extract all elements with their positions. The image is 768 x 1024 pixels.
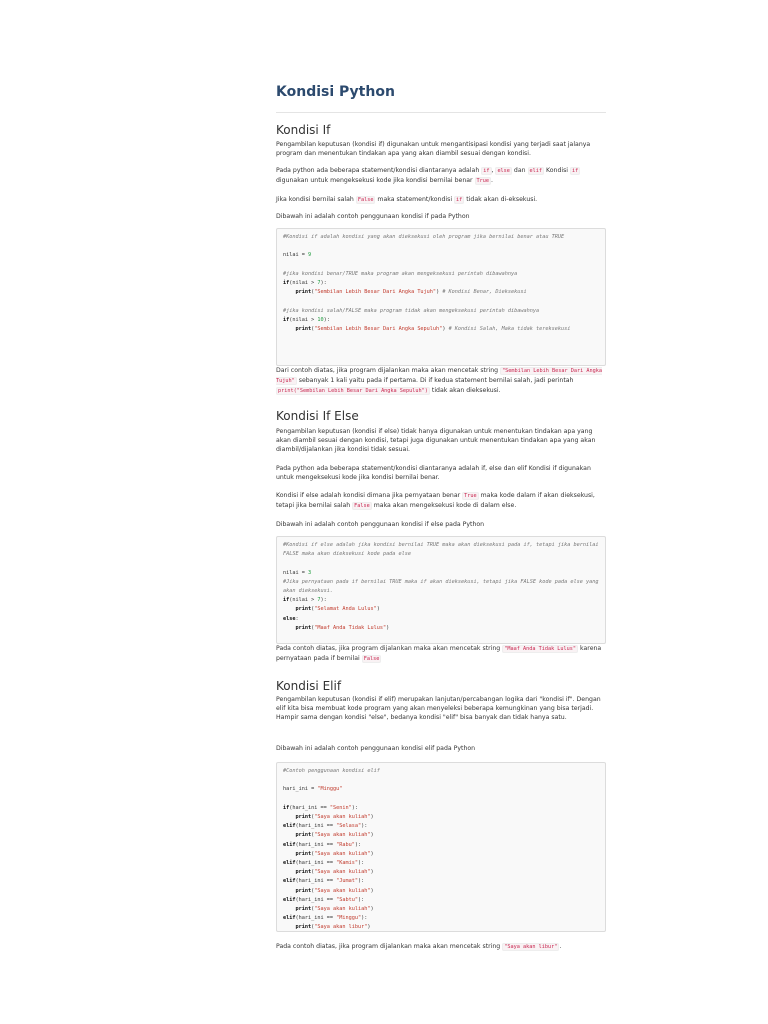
- inline-code: "Saya akan libur": [504, 944, 558, 950]
- ifelse-after-paragraph: Pada contoh diatas, jika program dijalankan maka akan mencetak string "Maaf Anda Tidak Lulus" karena pernyataan pada if bernilai False: [276, 645, 602, 662]
- code-line-condition: elif(hari_ini == "Rabu"):: [283, 841, 362, 848]
- elif-paragraph-2: Dibawah ini adalah contoh penggunaan kondisi elif pada Python: [276, 745, 476, 752]
- section-heading-ifelse: Kondisi If Else: [276, 409, 359, 423]
- code-line-print: print("Saya akan libur"): [283, 924, 371, 931]
- code-line-condition: elif(hari_ini == "Kamis"):: [283, 860, 365, 867]
- code-line-print: print("Saya akan kuliah"): [283, 832, 374, 839]
- code-block-elif: #Contoh penggunaan kondisi elif hari_ini = "Minggu" if(hari_ini == "Senin"): print("Saya akan kuliah") elif(hari_ini == "Selasa"): print("Saya akan kuliah") elif(hari_ini == "Rabu"): print("Saya akan kuliah") elif(hari_ini == "Kamis"): print("Saya akan kuliah") elif(hari_ini == "Jumat"): print("Saya akan kuliah") elif(hari_ini == "Sabtu"): print("Saya akan kuliah") elif(hari_ini == "Minggu"): print("Saya akan libur"): [276, 762, 606, 932]
- code-line-condition: elif(hari_ini == "Sabtu"):: [283, 896, 365, 903]
- code-line-condition: elif(hari_ini == "Jumat"):: [283, 878, 365, 885]
- code-line-condition: elif(hari_ini == "Selasa"):: [283, 823, 368, 830]
- inline-code: "Sembilan Lebih Besar Dari Angka Tujuh": [276, 368, 603, 384]
- page-title: Kondisi Python: [276, 84, 395, 100]
- if-paragraph-4: Dibawah ini adalah contoh penggunaan kondisi if pada Python: [276, 213, 470, 220]
- ifelse-paragraph-2: Pada python ada beberapa statement/kondisi diantaranya adalah if, else dan elif Kondisi if digunakan untuk mengeksekusi kode jika kondisi bernilai benar.: [276, 465, 591, 481]
- code-block-if: #Kondisi if adalah kondisi yang akan dieksekusi oleh program jika bernilai benar atau TRUE nilai = 9 #jika kondisi benar/TRUE maka program akan mengeksekusi perintah dibawahnya if(nilai > 7): print("Sembilan Lebih Besar Dari Angka Tujuh") # Kondisi Benar, Dieksekusi #jika kondisi salah/FALSE maka program tidak akan mengeksekusi perintah dibawahnya if(nilai > 10): print("Sembilan Lebih Besar Dari Angka Sepuluh") # Kondisi Salah, Maka tidak tereksekusi: [276, 228, 606, 366]
- inline-code: elif: [529, 168, 543, 174]
- code-line-print: print("Saya akan kuliah"): [283, 814, 374, 821]
- code-line-print: print("Saya akan kuliah"): [283, 869, 374, 876]
- section-heading-if: Kondisi If: [276, 123, 331, 137]
- inline-code: False: [363, 656, 380, 662]
- if-paragraph-1: Pengambilan keputusan (kondisi if) digunakan untuk mengantisipasi kondisi yang terjadi saat jalanya program dan menentukan tindakan apa yang akan diambil sesuai dengan kondisi.: [276, 141, 591, 157]
- code-line-condition: elif(hari_ini == "Minggu"):: [283, 915, 368, 922]
- inline-code: False: [354, 503, 370, 509]
- inline-code: if: [483, 168, 490, 174]
- elif-after-paragraph: Pada contoh diatas, jika program dijalankan maka akan mencetak string "Saya akan libur" .: [276, 943, 562, 950]
- if-paragraph-3: Jika kondisi bernilai salah False maka statement/kondisi if tidak akan di-eksekusi.: [276, 196, 538, 203]
- inline-code: True: [476, 178, 490, 184]
- code-line-print: print("Saya akan kuliah"): [283, 906, 374, 913]
- if-paragraph-2: Pada python ada beberapa statement/kondisi diantaranya adalah if , else dan elif Kondisi if digunakan untuk mengeksekusi kode jika kondisi bernilai benar True .: [276, 167, 579, 184]
- ifelse-paragraph-3: Kondisi if else adalah kondisi dimana jika pernyataan benar True maka kode dalam if akan dieksekusi, tetapi jika bernilai salah False maka akan mengeksekusi kode di dalam else.: [276, 492, 595, 509]
- code-line-print: print("Saya akan kuliah"): [283, 887, 374, 894]
- inline-code: print("Sembilan Lebih Besar Dari Angka Sepuluh"): [278, 388, 428, 394]
- inline-code: if: [456, 197, 463, 203]
- if-after-paragraph: Dari contoh diatas, jika program dijalankan maka akan mencetak string "Sembilan Lebih Besar Dari Angka Tujuh" sebanyak 1 kali yaitu pada if pertama. Di if kedua statement bernilai salah, jadi perintah print("Sembilan Lebih Besar Dari Angka Sepuluh") tidak akan dieksekusi.: [276, 367, 603, 394]
- code-block-ifelse: #Kondisi if else adalah jika kondisi bernilai TRUE maka akan dieksekusi pada if, tetapi jika bernilai FALSE maka akan dieksekusi kode pada else nilai = 3 #Jika pernyataan pada if bernilai TRUE maka if akan dieksekusi, tetapi jika FALSE kode pada else yang akan dieksekusi. if(nilai > 7): print("Selamat Anda Lulus") else: print("Maaf Anda Tidak Lulus"): [276, 536, 606, 644]
- ifelse-paragraph-4: Dibawah ini adalah contoh penggunaan kondisi if else pada Python: [276, 521, 485, 528]
- ifelse-paragraph-1: Pengambilan keputusan (kondisi if else) tidak hanya digunakan untuk menentukan tindakan apa yang akan diambil sesuai dengan kondisi, tetapi juga digunakan untuk menentukan tindakan apa yang akan diambil/dijalankan jika kondisi tidak sesuai.: [276, 428, 596, 453]
- inline-code: True: [464, 493, 477, 499]
- inline-code: False: [357, 197, 374, 203]
- inline-code: "Maaf Anda Tidak Lulus": [504, 646, 577, 652]
- code-line-condition: if(hari_ini == "Senin"):: [283, 804, 358, 811]
- elif-paragraph-1: Pengambilan keputusan (kondisi if elif) merupakan lanjutan/percabangan logika dari "kondisi if". Dengan elif kita bisa membuat kode program yang akan menyeleksi beberapa kemungkinan yang bisa terjadi. Hampir sama dengan kondisi "else", bedanya kondisi "elif" bisa banyak dan tidak hanya satu.: [276, 696, 601, 721]
- inline-code: if: [572, 168, 579, 174]
- code-line-print: print("Saya akan kuliah"): [283, 850, 374, 857]
- section-heading-elif: Kondisi Elif: [276, 679, 342, 693]
- inline-code: else: [497, 168, 510, 174]
- title-divider: [276, 112, 606, 113]
